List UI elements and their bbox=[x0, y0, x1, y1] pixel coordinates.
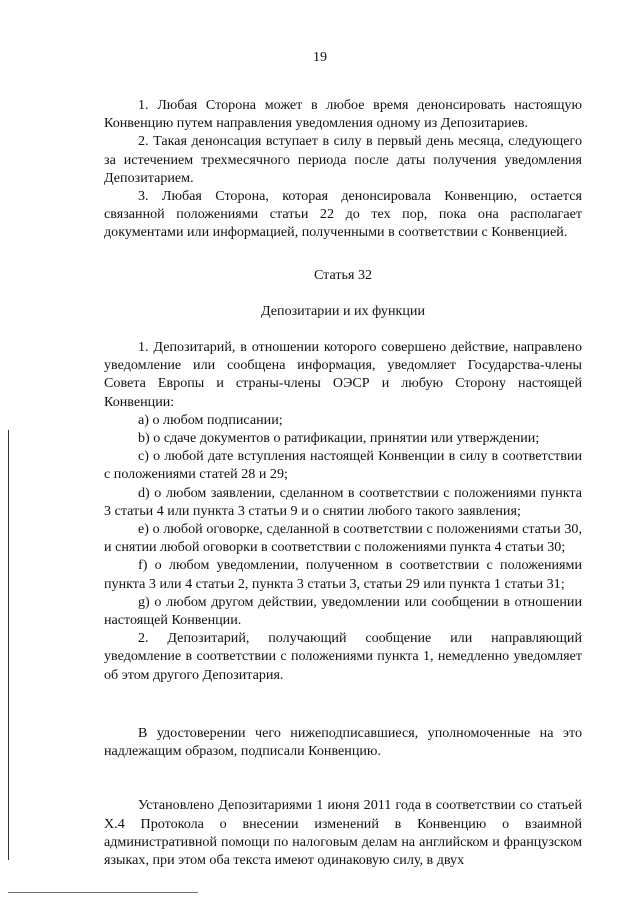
list-item-g: g) о любом другом действии, уведомлении или сообщении в отношении настоящей Конвенции. bbox=[104, 593, 582, 629]
article-title: Статья 32 bbox=[313, 266, 373, 283]
list-item-a: a) о любом подписании; bbox=[138, 411, 283, 428]
list-item-e: e) о любой оговорке, сделанной в соответствии с положениями статьи 30, и снятии любой оговорки в соответствии с положениями пункта 4 статьи 30; bbox=[104, 521, 582, 556]
spacer bbox=[104, 760, 582, 796]
spacer bbox=[104, 320, 582, 338]
paragraph-denunciation-3: 3. Любая Сторона, которая денонсировала Конвенцию, остается связанной положениями статьи 22 до тех пор, пока она располагает документами или информацией, полученными в соответствии с Конвенцией. bbox=[104, 188, 582, 241]
article-subtitle: Депозитарии и их функции bbox=[260, 302, 425, 319]
scan-edge-line bbox=[8, 430, 9, 860]
article-intro: 1. Депозитарий, в отношении которого совершено действие, направлено уведомление или сообщена информация, уведомляет Государства-члены Совета Европы и страны-члены ОЭСР и любую Сторону настоящей Конвенции: bbox=[104, 339, 582, 410]
list-item-c: c) о любой дате вступления настоящей Конвенции в силу в соответствии с положениями статей 28 и 29; bbox=[104, 448, 582, 483]
document-body bbox=[104, 96, 582, 869]
list-item-f: f) о любом уведомлении, полученном в соответствии с положениями пункта 3 или 4 статьи 2, пункта 3 статьи 3, статьи 29 или пункта 1 статьи 31; bbox=[104, 557, 582, 592]
spacer bbox=[104, 242, 582, 266]
spacer bbox=[104, 284, 582, 302]
footer-rule bbox=[8, 892, 198, 893]
established-paragraph: Установлено Депозитариями 1 июня 2011 года в соответствии со статьей X.4 Протокола о внесении изменений в Конвенцию о взаимной административной помощи по налоговым делам на английском и французском языках, при этом оба текста имеют одинаковую силу, в двух bbox=[104, 797, 582, 868]
witness-paragraph: В удостоверении чего нижеподписавшиеся, уполномоченные на это надлежащим образом, подписали Конвенцию. bbox=[104, 724, 582, 760]
paragraph-denunciation-1: 1. Любая Сторона может в любое время денонсировать настоящую Конвенцию путем направления уведомления одному из Депозитариев. bbox=[104, 97, 582, 132]
list-item-b: b) о сдаче документов о ратификации, принятии или утверждении; bbox=[138, 430, 540, 447]
list-item-d: d) о любом заявлении, сделанном в соответствии с положениями пункта 3 статьи 4 или пункта 3 статьи 9 и о снятии любого такого заявления; bbox=[104, 484, 582, 519]
page-number: 19 bbox=[313, 50, 327, 65]
spacer bbox=[104, 684, 582, 724]
article-paragraph-2: 2. Депозитарий, получающий сообщение или направляющий уведомление в соответствии с положениями пункта 1, немедленно уведомляет об этом другого Депозитария. bbox=[104, 630, 582, 683]
paragraph-denunciation-2: 2. Такая денонсация вступает в силу в первый день месяца, следующего за истечением трехмесячного периода после даты получения уведомления Депозитарием. bbox=[104, 133, 582, 186]
